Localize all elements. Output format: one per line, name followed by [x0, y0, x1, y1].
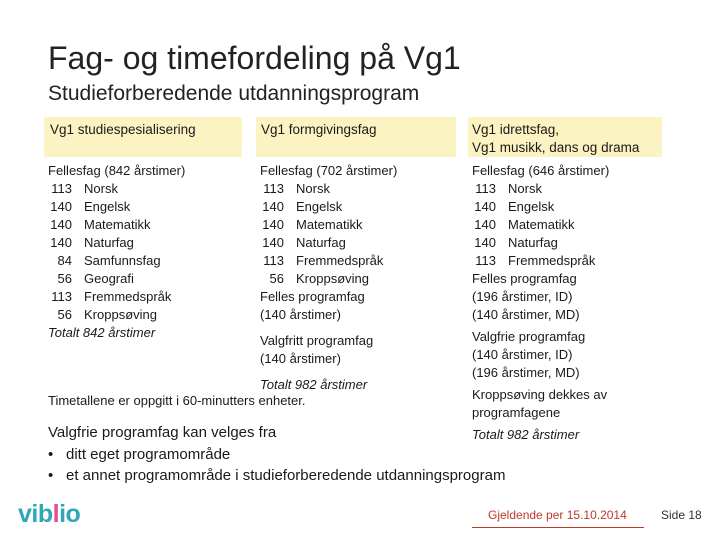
- subject-row: 140 Naturfag: [474, 235, 558, 250]
- subject-row: 56 Geografi: [57, 271, 134, 286]
- subject-row: 113 Fremmedspråk: [475, 253, 596, 268]
- felles-programfag-label: Felles programfag: [472, 271, 577, 286]
- subject-row: 140 Matematikk: [50, 217, 151, 232]
- subject-row: 56 Kroppsøving: [269, 271, 369, 286]
- valgfritt-programfag-hours: (140 årstimer): [260, 351, 341, 366]
- felles-programfag-hours-id: (196 årstimer, ID): [472, 289, 573, 304]
- column-header-studiespesialisering: [44, 117, 242, 157]
- subject-row: 140 Naturfag: [50, 235, 134, 250]
- subject-row: 140 Matematikk: [262, 217, 363, 232]
- footer-divider: [472, 527, 644, 528]
- subject-row: 140 Engelsk: [50, 199, 131, 214]
- column-header-formgivingsfag: [256, 117, 456, 157]
- subject-row: 113 Fremmedspråk: [263, 253, 384, 268]
- total-hours: Totalt 982 årstimer: [260, 377, 368, 392]
- subject-row: 140 Matematikk: [474, 217, 575, 232]
- header-line: Vg1 musikk, dans og drama: [472, 140, 640, 155]
- column-formgivingsfag: [260, 162, 397, 394]
- fellesfag-label: Fellesfag (702 årstimer): [260, 163, 398, 178]
- subject-row: 84 Samfunnsfag: [57, 253, 161, 268]
- fellesfag-label: Fellesfag (842 årstimer): [48, 163, 186, 178]
- valgfrie-programfag-label: Valgfrie programfag: [472, 329, 586, 344]
- kroppsoving-note-cont: programfagene: [472, 405, 561, 420]
- header-line: Vg1 formgivingsfag: [261, 122, 377, 137]
- column-idrettsfag-musikk: [472, 162, 609, 444]
- column-header-idrettsfag-musikk: [468, 117, 662, 157]
- page-subtitle: Studieforberedende utdanningsprogram: [48, 82, 420, 105]
- bullet-list: [48, 446, 505, 484]
- subject-row: 140 Naturfag: [262, 235, 346, 250]
- footer-date: Gjeldende per 15.10.2014: [488, 508, 627, 522]
- header-line: Vg1 idrettsfag,: [472, 122, 560, 137]
- viblio-logo: viblio: [18, 500, 81, 528]
- subject-row: 140 Engelsk: [474, 199, 555, 214]
- header-line: Vg1 studiespesialisering: [50, 122, 196, 137]
- units-note: Timetallene er oppgitt i 60-minutters enheter.: [48, 393, 306, 408]
- subject-row: 113 Norsk: [475, 181, 542, 196]
- bullet-item: • ditt eget programområde: [48, 446, 231, 463]
- subject-row: 113 Fremmedspråk: [51, 289, 172, 304]
- valgfrie-intro: Valgfrie programfag kan velges fra: [48, 424, 277, 441]
- column-studiespesialisering: [48, 162, 185, 342]
- valgfrie-programfag-hours-id: (140 årstimer, ID): [472, 347, 573, 362]
- page-number: Side 18: [661, 508, 702, 522]
- total-hours: Totalt 982 årstimer: [472, 427, 580, 442]
- subject-row: 140 Engelsk: [262, 199, 343, 214]
- fellesfag-label: Fellesfag (646 årstimer): [472, 163, 610, 178]
- subject-row: 113 Norsk: [51, 181, 118, 196]
- valgfritt-programfag-label: Valgfritt programfag: [260, 333, 374, 348]
- felles-programfag-hours-md: (140 årstimer, MD): [472, 307, 580, 322]
- felles-programfag-hours: (140 årstimer): [260, 307, 341, 322]
- kroppsoving-note: Kroppsøving dekkes av: [472, 387, 608, 402]
- subject-row: 56 Kroppsøving: [57, 307, 157, 322]
- total-hours: Totalt 842 årstimer: [48, 325, 156, 340]
- felles-programfag-label: Felles programfag: [260, 289, 365, 304]
- subject-row: 113 Norsk: [263, 181, 330, 196]
- valgfrie-programfag-hours-md: (196 årstimer, MD): [472, 365, 580, 380]
- bullet-item: • et annet programområde i studieforberedende utdanningsprogram: [48, 467, 506, 484]
- page-title: Fag- og timefordeling på Vg1: [48, 40, 461, 76]
